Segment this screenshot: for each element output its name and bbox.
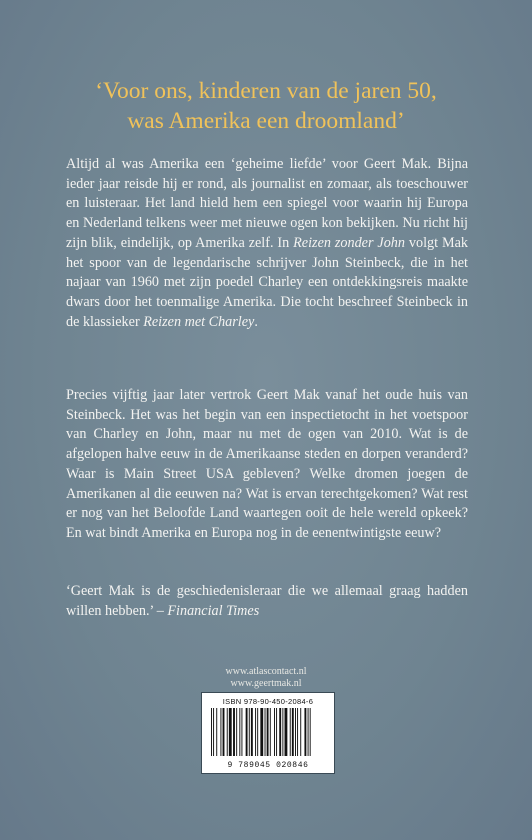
barcode-bar	[211, 708, 212, 756]
barcode-bar	[290, 708, 291, 756]
blurb-p1-part-2: volgt Mak het spoor van de legendarische schrijver John Steinbeck, die in het najaar van 1960 met zijn poedel Charley een ontdekkingsreis maakte dwars door het toenmalige Amerika. Die tocht beschreef Steinbeck in de klassieker	[66, 234, 468, 330]
barcode-bars	[210, 708, 326, 756]
barcode-bar	[292, 708, 294, 756]
barcode-bar	[213, 708, 214, 756]
barcode-bar	[227, 708, 228, 756]
barcode-bar	[270, 708, 271, 756]
book-title-reizen-met-charley: Reizen met Charley	[143, 313, 255, 330]
barcode-bar	[249, 708, 250, 756]
headline-quote	[40, 76, 492, 136]
barcode-bar	[285, 708, 288, 756]
barcode-bar	[223, 708, 225, 756]
barcode-bar	[276, 708, 277, 756]
book-title-reizen-zonder-john: Reizen zonder John	[293, 234, 405, 251]
headline-line-1: ‘Voor ons, kinderen van de jaren 50,	[95, 78, 437, 104]
ean-digits: 9 789045 020846	[227, 761, 309, 770]
blurb-p1-part-3: .	[254, 313, 258, 330]
barcode-bar	[220, 708, 221, 756]
isbn-barcode	[201, 692, 335, 774]
blurb-paragraph-1	[66, 155, 468, 332]
barcode-bar	[216, 708, 217, 756]
barcode-bar	[279, 708, 281, 756]
barcode-bar	[229, 708, 232, 756]
barcode-bar	[297, 708, 298, 756]
barcode-bar	[233, 708, 235, 756]
barcode-bar	[274, 708, 275, 756]
blurb-p1-part-1: Altijd al was Amerika een ‘geheime liefde’ voor Geert Mak. Bijna ieder jaar reisde hij er rond, als journalist en zomaar, als toeschouwer en luisteraar. Het land hield hem een spiegel voor waarin hij Europa en Nederland telkens weer met nieuwe ogen kon bekijken. Nu richt hij zijn blik, eindelijk, op Amerika zelf. In	[66, 156, 468, 251]
barcode-bar	[236, 708, 237, 756]
barcode-bar	[257, 708, 258, 756]
barcode-bar	[304, 708, 306, 756]
press-quote	[66, 582, 468, 621]
website-atlascontact: www.atlascontact.nl	[225, 666, 307, 677]
barcode-bar	[310, 708, 311, 756]
barcode-bar	[239, 708, 240, 756]
barcode-bar	[267, 708, 269, 756]
barcode-bar	[255, 708, 256, 756]
blurb-paragraph-2: Precies vijftig jaar later vertrok Geert Mak vanaf het oude huis van Steinbeck. Het was het begin van een inspectietocht in het voetspoor van Charley en John, maar nu met de ogen van 2010. Wat is de afgelopen halve eeuw in de Amerikaanse steden en dorpen veranderd? Waar is Main Street USA gebleven? Welke dromen joegen de Amerikanen al die eeuwen na? Wat is ervan terechtgekomen? Wat rest er nog van het Beloofde Land waartegen ooit de hele wereld opkeek? En wat bindt Amerika en Europa nog in de eenentwintigste eeuw?	[66, 387, 468, 541]
isbn-label: ISBN 978-90-450-2084-6	[222, 697, 314, 706]
barcode-bar	[251, 708, 253, 756]
barcode-bar	[265, 708, 266, 756]
barcode-bar	[260, 708, 263, 756]
barcode-bar	[241, 708, 242, 756]
website-geertmak: www.geertmak.nl	[230, 678, 302, 689]
barcode-bar	[308, 708, 309, 756]
barcode-bar	[246, 708, 248, 756]
barcode-bar	[282, 708, 283, 756]
headline-line-2: was Amerika een droomland’	[127, 108, 405, 134]
press-quote-source: Financial Times	[167, 602, 260, 619]
publisher-websites	[200, 666, 332, 690]
barcode-bar	[295, 708, 296, 756]
barcode-bar	[300, 708, 301, 756]
press-quote-text: ‘Geert Mak is de geschiedenisleraar die we allemaal graag hadden willen hebben.’ –	[66, 583, 468, 619]
